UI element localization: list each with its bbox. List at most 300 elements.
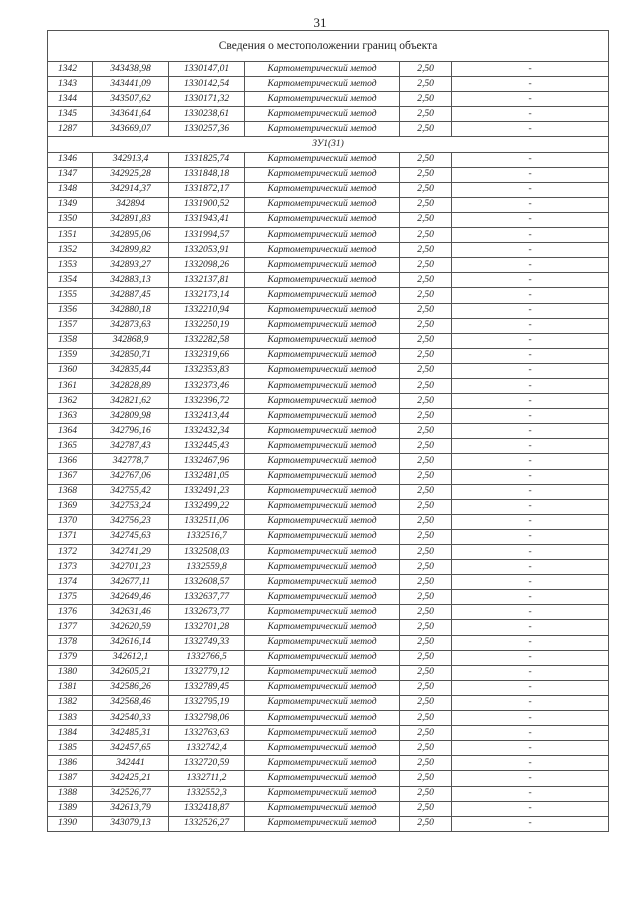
point-number: 1356 (48, 303, 93, 318)
table-row (48, 484, 609, 499)
method-cell: Картометрический метод (245, 182, 400, 197)
coordinate-y: 1330142,54 (169, 77, 245, 92)
point-number: 1368 (48, 484, 93, 499)
precision-cell: 2,50 (400, 333, 452, 348)
point-number: 1367 (48, 469, 93, 484)
coordinate-y: 1331900,52 (169, 197, 245, 212)
table-row (48, 575, 609, 590)
description-cell: - (452, 212, 609, 227)
point-number: 1351 (48, 228, 93, 243)
method-cell: Картометрический метод (245, 303, 400, 318)
description-cell: - (452, 499, 609, 514)
description-cell: - (452, 801, 609, 816)
method-cell: Картометрический метод (245, 378, 400, 393)
precision-cell: 2,50 (400, 363, 452, 378)
method-cell: Картометрический метод (245, 243, 400, 258)
point-number: 1349 (48, 197, 93, 212)
coordinate-y: 1332250,19 (169, 318, 245, 333)
coordinate-y: 1332396,72 (169, 394, 245, 409)
table-row (48, 348, 609, 363)
coordinate-x: 342745,63 (93, 529, 169, 544)
table-row (48, 560, 609, 575)
description-cell: - (452, 348, 609, 363)
coordinate-x: 342767,06 (93, 469, 169, 484)
method-cell: Картометрический метод (245, 801, 400, 816)
coordinate-y: 1332798,06 (169, 711, 245, 726)
precision-cell: 2,50 (400, 575, 452, 590)
table-row (48, 469, 609, 484)
description-cell: - (452, 363, 609, 378)
point-number: 1343 (48, 77, 93, 92)
precision-cell: 2,50 (400, 212, 452, 227)
method-cell: Картометрический метод (245, 529, 400, 544)
method-cell: Картометрический метод (245, 771, 400, 786)
coordinate-y: 1330238,61 (169, 107, 245, 122)
point-number: 1371 (48, 529, 93, 544)
description-cell: - (452, 182, 609, 197)
table-row (48, 212, 609, 227)
method-cell: Картометрический метод (245, 560, 400, 575)
description-cell: - (452, 77, 609, 92)
table-row (48, 107, 609, 122)
precision-cell: 2,50 (400, 122, 452, 137)
method-cell: Картометрический метод (245, 726, 400, 741)
table-row (48, 499, 609, 514)
precision-cell: 2,50 (400, 182, 452, 197)
coordinate-x: 342850,71 (93, 348, 169, 363)
description-cell: - (452, 529, 609, 544)
coordinate-y: 1332711,2 (169, 771, 245, 786)
coordinate-y: 1332763,63 (169, 726, 245, 741)
coordinate-x: 342620,59 (93, 620, 169, 635)
table-row (48, 167, 609, 182)
point-number: 1384 (48, 726, 93, 741)
table-row (48, 620, 609, 635)
precision-cell: 2,50 (400, 635, 452, 650)
table-row (48, 288, 609, 303)
table-row (48, 680, 609, 695)
method-cell: Картометрический метод (245, 665, 400, 680)
precision-cell: 2,50 (400, 92, 452, 107)
description-cell: - (452, 786, 609, 801)
table-row (48, 439, 609, 454)
precision-cell: 2,50 (400, 167, 452, 182)
coordinate-x: 342485,31 (93, 726, 169, 741)
coordinate-y: 1332173,14 (169, 288, 245, 303)
description-cell: - (452, 695, 609, 710)
coordinate-x: 342821,62 (93, 394, 169, 409)
table-row (48, 454, 609, 469)
coordinate-x: 342677,11 (93, 575, 169, 590)
table-row (48, 92, 609, 107)
description-cell: - (452, 771, 609, 786)
method-cell: Картометрический метод (245, 499, 400, 514)
precision-cell: 2,50 (400, 771, 452, 786)
method-cell: Картометрический метод (245, 786, 400, 801)
page-number: 31 (313, 15, 327, 30)
description-cell: - (452, 378, 609, 393)
section-row (48, 137, 609, 152)
section-label: ЗУ1(31) (48, 137, 609, 152)
coordinate-x: 342631,46 (93, 605, 169, 620)
description-cell: - (452, 333, 609, 348)
coordinate-x: 342787,43 (93, 439, 169, 454)
coordinate-x: 342540,33 (93, 711, 169, 726)
coordinate-y: 1332526,27 (169, 816, 245, 831)
description-cell: - (452, 726, 609, 741)
table-row (48, 303, 609, 318)
table-row (48, 197, 609, 212)
point-number: 1355 (48, 288, 93, 303)
method-cell: Картометрический метод (245, 424, 400, 439)
coordinate-y: 1331872,17 (169, 182, 245, 197)
precision-cell: 2,50 (400, 545, 452, 560)
description-cell: - (452, 318, 609, 333)
method-cell: Картометрический метод (245, 695, 400, 710)
coordinate-x: 342883,13 (93, 273, 169, 288)
coordinate-x: 342778,7 (93, 454, 169, 469)
method-cell: Картометрический метод (245, 288, 400, 303)
table-row (48, 182, 609, 197)
coordinate-x: 342586,26 (93, 680, 169, 695)
precision-cell: 2,50 (400, 439, 452, 454)
table-row (48, 771, 609, 786)
table-row (48, 590, 609, 605)
coordinate-x: 342755,42 (93, 484, 169, 499)
point-number: 1374 (48, 575, 93, 590)
method-cell: Картометрический метод (245, 469, 400, 484)
description-cell: - (452, 469, 609, 484)
method-cell: Картометрический метод (245, 484, 400, 499)
coordinate-y: 1332508,03 (169, 545, 245, 560)
coordinate-x: 342605,21 (93, 665, 169, 680)
description-cell: - (452, 560, 609, 575)
coordinate-x: 342568,46 (93, 695, 169, 710)
precision-cell: 2,50 (400, 454, 452, 469)
coordinate-y: 1332720,59 (169, 756, 245, 771)
description-cell: - (452, 545, 609, 560)
coordinate-y: 1331943,41 (169, 212, 245, 227)
description-cell: - (452, 92, 609, 107)
table-row (48, 62, 609, 77)
precision-cell: 2,50 (400, 605, 452, 620)
precision-cell: 2,50 (400, 529, 452, 544)
coordinate-y: 1332701,28 (169, 620, 245, 635)
point-number: 1360 (48, 363, 93, 378)
coordinate-y: 1332499,22 (169, 499, 245, 514)
coordinate-y: 1332742,4 (169, 741, 245, 756)
precision-cell: 2,50 (400, 695, 452, 710)
table-row (48, 333, 609, 348)
point-number: 1361 (48, 378, 93, 393)
point-number: 1357 (48, 318, 93, 333)
table-row (48, 228, 609, 243)
point-number: 1287 (48, 122, 93, 137)
description-cell: - (452, 605, 609, 620)
table-body (48, 62, 609, 832)
table-row (48, 711, 609, 726)
precision-cell: 2,50 (400, 786, 452, 801)
point-number: 1359 (48, 348, 93, 363)
point-number: 1389 (48, 801, 93, 816)
coordinate-y: 1331994,57 (169, 228, 245, 243)
coordinate-x: 342891,83 (93, 212, 169, 227)
table-row (48, 816, 609, 831)
table-row (48, 605, 609, 620)
method-cell: Картометрический метод (245, 409, 400, 424)
description-cell: - (452, 424, 609, 439)
table-row (48, 318, 609, 333)
coordinate-y: 1332413,44 (169, 409, 245, 424)
description-cell: - (452, 167, 609, 182)
precision-cell: 2,50 (400, 62, 452, 77)
description-cell: - (452, 680, 609, 695)
point-number: 1363 (48, 409, 93, 424)
precision-cell: 2,50 (400, 665, 452, 680)
coordinate-x: 342701,23 (93, 560, 169, 575)
point-number: 1380 (48, 665, 93, 680)
precision-cell: 2,50 (400, 107, 452, 122)
description-cell: - (452, 228, 609, 243)
method-cell: Картометрический метод (245, 107, 400, 122)
point-number: 1353 (48, 258, 93, 273)
method-cell: Картометрический метод (245, 77, 400, 92)
coordinate-y: 1332516,7 (169, 529, 245, 544)
precision-cell: 2,50 (400, 484, 452, 499)
method-cell: Картометрический метод (245, 650, 400, 665)
table-row (48, 741, 609, 756)
coordinate-y: 1332637,77 (169, 590, 245, 605)
method-cell: Картометрический метод (245, 318, 400, 333)
coordinate-y: 1332353,83 (169, 363, 245, 378)
table-row (48, 378, 609, 393)
precision-cell: 2,50 (400, 560, 452, 575)
coordinate-x: 342796,16 (93, 424, 169, 439)
coordinate-x: 342925,28 (93, 167, 169, 182)
table-row (48, 77, 609, 92)
point-number: 1345 (48, 107, 93, 122)
coordinate-y: 1330147,01 (169, 62, 245, 77)
method-cell: Картометрический метод (245, 228, 400, 243)
point-number: 1354 (48, 273, 93, 288)
coordinate-y: 1332766,5 (169, 650, 245, 665)
coordinate-x: 342899,82 (93, 243, 169, 258)
precision-cell: 2,50 (400, 409, 452, 424)
point-number: 1372 (48, 545, 93, 560)
coordinate-y: 1332137,81 (169, 273, 245, 288)
coordinate-x: 342887,45 (93, 288, 169, 303)
coordinate-x: 342616,14 (93, 635, 169, 650)
description-cell: - (452, 197, 609, 212)
coordinate-x: 343441,09 (93, 77, 169, 92)
coordinate-x: 342893,27 (93, 258, 169, 273)
method-cell: Картометрический метод (245, 756, 400, 771)
description-cell: - (452, 273, 609, 288)
coordinate-y: 1332779,12 (169, 665, 245, 680)
method-cell: Картометрический метод (245, 258, 400, 273)
table-row (48, 545, 609, 560)
coordinate-x: 342835,44 (93, 363, 169, 378)
coordinate-x: 342880,18 (93, 303, 169, 318)
method-cell: Картометрический метод (245, 711, 400, 726)
precision-cell: 2,50 (400, 258, 452, 273)
point-number: 1342 (48, 62, 93, 77)
description-cell: - (452, 122, 609, 137)
coordinate-x: 342828,89 (93, 378, 169, 393)
coordinate-y: 1332098,26 (169, 258, 245, 273)
coordinate-y: 1331848,18 (169, 167, 245, 182)
precision-cell: 2,50 (400, 303, 452, 318)
table-row (48, 243, 609, 258)
method-cell: Картометрический метод (245, 92, 400, 107)
precision-cell: 2,50 (400, 273, 452, 288)
precision-cell: 2,50 (400, 680, 452, 695)
table-row (48, 363, 609, 378)
point-number: 1386 (48, 756, 93, 771)
precision-cell: 2,50 (400, 801, 452, 816)
coordinate-y: 1332481,05 (169, 469, 245, 484)
precision-cell: 2,50 (400, 514, 452, 529)
coordinate-x: 343507,62 (93, 92, 169, 107)
method-cell: Картометрический метод (245, 545, 400, 560)
coordinate-x: 343669,07 (93, 122, 169, 137)
table-row (48, 665, 609, 680)
table-row (48, 801, 609, 816)
table-row (48, 409, 609, 424)
method-cell: Картометрический метод (245, 152, 400, 167)
method-cell: Картометрический метод (245, 273, 400, 288)
table-row (48, 394, 609, 409)
method-cell: Картометрический метод (245, 439, 400, 454)
coordinate-x: 342756,23 (93, 514, 169, 529)
description-cell: - (452, 454, 609, 469)
coordinate-y: 1332418,87 (169, 801, 245, 816)
description-cell: - (452, 258, 609, 273)
table-row (48, 635, 609, 650)
description-cell: - (452, 288, 609, 303)
table-row (48, 756, 609, 771)
coordinate-y: 1332491,23 (169, 484, 245, 499)
precision-cell: 2,50 (400, 152, 452, 167)
description-cell: - (452, 243, 609, 258)
method-cell: Картометрический метод (245, 816, 400, 831)
coordinate-y: 1332511,06 (169, 514, 245, 529)
table-row (48, 650, 609, 665)
coordinate-y: 1332432,34 (169, 424, 245, 439)
method-cell: Картометрический метод (245, 212, 400, 227)
description-cell: - (452, 394, 609, 409)
point-number: 1370 (48, 514, 93, 529)
point-number: 1376 (48, 605, 93, 620)
point-number: 1364 (48, 424, 93, 439)
method-cell: Картометрический метод (245, 680, 400, 695)
point-number: 1350 (48, 212, 93, 227)
precision-cell: 2,50 (400, 590, 452, 605)
coordinate-x: 342913,4 (93, 152, 169, 167)
method-cell: Картометрический метод (245, 363, 400, 378)
method-cell: Картометрический метод (245, 590, 400, 605)
coordinate-x: 342441 (93, 756, 169, 771)
point-number: 1387 (48, 771, 93, 786)
coordinate-x: 342873,63 (93, 318, 169, 333)
coordinate-x: 342895,06 (93, 228, 169, 243)
coordinate-x: 342649,46 (93, 590, 169, 605)
method-cell: Картометрический метод (245, 605, 400, 620)
precision-cell: 2,50 (400, 469, 452, 484)
description-cell: - (452, 409, 609, 424)
precision-cell: 2,50 (400, 77, 452, 92)
description-cell: - (452, 152, 609, 167)
precision-cell: 2,50 (400, 711, 452, 726)
coordinate-y: 1330171,32 (169, 92, 245, 107)
precision-cell: 2,50 (400, 197, 452, 212)
point-number: 1390 (48, 816, 93, 831)
point-number: 1381 (48, 680, 93, 695)
coordinate-y: 1332053,91 (169, 243, 245, 258)
precision-cell: 2,50 (400, 394, 452, 409)
description-cell: - (452, 756, 609, 771)
method-cell: Картометрический метод (245, 333, 400, 348)
method-cell: Картометрический метод (245, 620, 400, 635)
table-row (48, 122, 609, 137)
coordinate-x: 342809,98 (93, 409, 169, 424)
point-number: 1347 (48, 167, 93, 182)
description-cell: - (452, 107, 609, 122)
coordinate-x: 342457,65 (93, 741, 169, 756)
table-row (48, 258, 609, 273)
point-number: 1366 (48, 454, 93, 469)
precision-cell: 2,50 (400, 620, 452, 635)
method-cell: Картометрический метод (245, 575, 400, 590)
table-row (48, 514, 609, 529)
precision-cell: 2,50 (400, 424, 452, 439)
coordinate-x: 342741,29 (93, 545, 169, 560)
method-cell: Картометрический метод (245, 635, 400, 650)
coordinate-y: 1331825,74 (169, 152, 245, 167)
description-cell: - (452, 575, 609, 590)
method-cell: Картометрический метод (245, 197, 400, 212)
point-number: 1383 (48, 711, 93, 726)
point-number: 1388 (48, 786, 93, 801)
point-number: 1344 (48, 92, 93, 107)
coordinate-y: 1332319,66 (169, 348, 245, 363)
coordinate-x: 342914,37 (93, 182, 169, 197)
point-number: 1346 (48, 152, 93, 167)
point-number: 1382 (48, 695, 93, 710)
method-cell: Картометрический метод (245, 122, 400, 137)
precision-cell: 2,50 (400, 650, 452, 665)
coordinate-y: 1332789,45 (169, 680, 245, 695)
coordinate-y: 1332559,8 (169, 560, 245, 575)
description-cell: - (452, 650, 609, 665)
coordinate-y: 1332673,77 (169, 605, 245, 620)
description-cell: - (452, 741, 609, 756)
description-cell: - (452, 590, 609, 605)
coordinate-y: 1332373,46 (169, 378, 245, 393)
precision-cell: 2,50 (400, 499, 452, 514)
precision-cell: 2,50 (400, 756, 452, 771)
point-number: 1385 (48, 741, 93, 756)
point-number: 1352 (48, 243, 93, 258)
point-number: 1358 (48, 333, 93, 348)
coordinate-y: 1332552,3 (169, 786, 245, 801)
boundary-coordinates-table (47, 30, 609, 832)
table-title: Сведения о местоположении границ объекта (48, 31, 609, 62)
precision-cell: 2,50 (400, 816, 452, 831)
table-row (48, 273, 609, 288)
point-number: 1373 (48, 560, 93, 575)
coordinate-x: 343641,64 (93, 107, 169, 122)
